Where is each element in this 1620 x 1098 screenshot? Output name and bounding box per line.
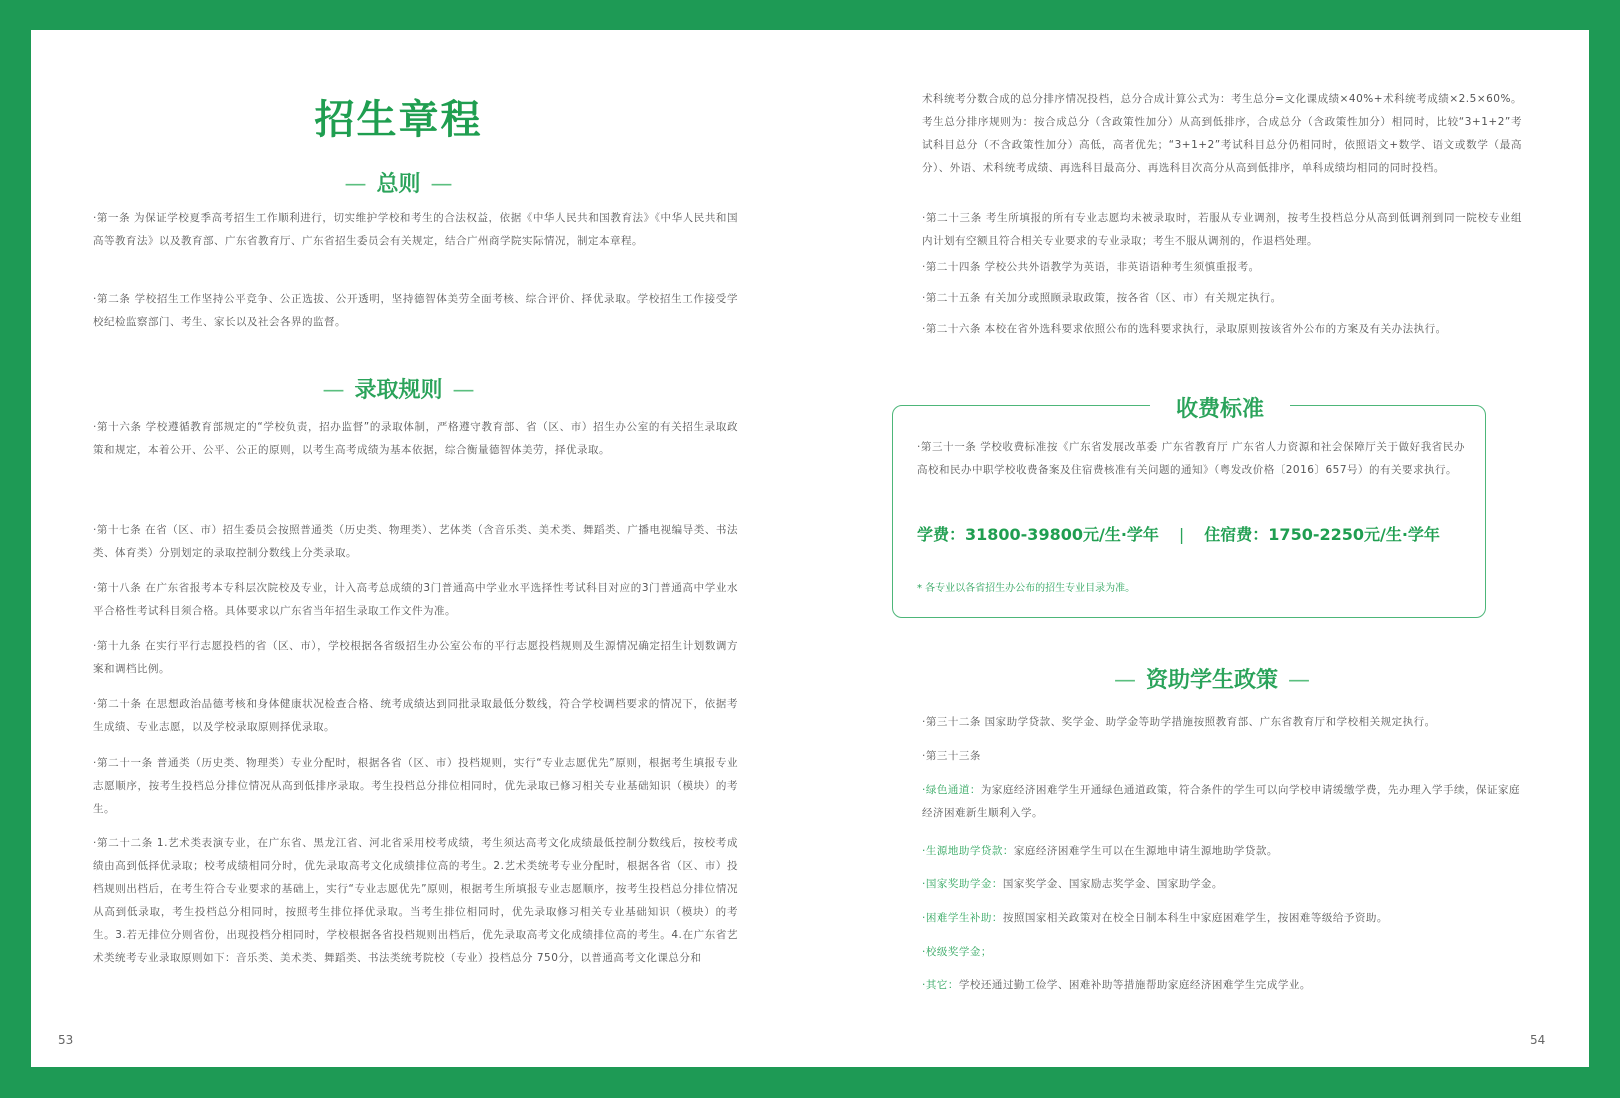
aid-student-loan: ·生源地助学贷款：家庭经济困难学生可以在生源地申请生源地助学贷款。 xyxy=(922,845,1278,857)
article-25: ·第二十五条 有关加分或照顾录取政策，按各省（区、市）有关规定执行。 xyxy=(922,292,1282,304)
section-heading-aid: — 资助学生政策 — xyxy=(1113,668,1310,693)
dorm-fee: 住宿费：1750-2250元/生·学年 xyxy=(1204,525,1440,544)
article-33: ·第三十三条 xyxy=(922,750,981,762)
page-number-right: 54 xyxy=(1530,1033,1546,1047)
aid-hardship-subsidy: ·困难学生补助：按照国家相关政策对在校全日制本科生中家庭困难学生，按困难等级给予资助。 xyxy=(922,912,1388,924)
section-heading-fees: 收费标准 xyxy=(1150,392,1290,423)
article-23: ·第二十三条 考生所填报的所有专业志愿均未被录取时，若服从专业调剂，按考生投档总分从高到低调剂到同一院校专业组内计划有空额且符合相关专业要求的专业录取；考生不服从调剂的，作退档处理。 xyxy=(922,212,1522,247)
article-2: ·第二条 学校招生工作坚持公平竞争、公正选拔、公开透明，坚持德智体美劳全面考核、综合评价、择优录取。学校招生工作接受学校纪检监察部门、考生、家长以及社会各界的监督。 xyxy=(93,293,738,328)
article-32: ·第三十二条 国家助学贷款、奖学金、助学金等助学措施按照教育部、广东省教育厅和学校相关规定执行。 xyxy=(922,716,1436,728)
article-20: ·第二十条 在思想政治品德考核和身体健康状况检查合格、统考成绩达到同批录取最低分数线，符合学校调档要求的情况下，依据考生成绩、专业志愿，以及学校录取原则择优录取。 xyxy=(93,698,738,733)
article-18: ·第十八条 在广东省报考本专科层次院校及专业，计入高考总成绩的3门普通高中学业水平选择性考试科目对应的3门普通高中学业水平合格性考试科目须合格。具体要求以广东省当年招生录取工作文件为准。 xyxy=(93,582,738,617)
section-heading-general: — 总则 — xyxy=(344,172,453,197)
tuition-fee: 学费：31800-39800元/生·学年 xyxy=(917,525,1159,544)
page-number-left: 53 xyxy=(58,1033,74,1047)
aid-green-channel: ·绿色通道：为家庭经济困难学生开通绿色通道政策，符合条件的学生可以向学校申请缓缴学费，先办理入学手续，保证家庭经济困难新生顺利入学。 xyxy=(922,784,1520,819)
aid-national-scholarship: ·国家奖助学金：国家奖学金、国家励志奖学金、国家助学金。 xyxy=(922,878,1223,890)
article-22-continued: 术科统考分数合成的总分排序情况投档，总分合成计算公式为：考生总分=文化课成绩×40%+术科统考成绩×2.5×60%。考生总分排序规则为：按合成总分（含政策性加分）从高到低排序，合成总分（含政策性加分）相同时，比较“3+1+2”考试科目总分（不含政策性加分）高低，高者优先；“3+1+2”考试科目总分仍相同时，依照语文+数学、语文或数学（最高分）、外语、术科统考成绩、再选科目最高分、再选科目次高分从高到低排序，单科成绩均相同的同时投档。 xyxy=(922,93,1522,174)
article-22: ·第二十二条 1.艺术类表演专业，在广东省、黑龙江省、河北省采用校考成绩，考生须达高考文化成绩最低控制分数线后，按校考成绩由高到低择优录取；校考成绩相同分时，优先录取高考文化成绩排位高的考生。2.艺术类统考专业分配时，根据各省（区、市）投档规则出档后，在考生符合专业要求的基础上，实行“专业志愿优先”原则，根据考生所填报专业志愿顺序，按考生投档总分排位情况从高到低录取，考生投档总分相同时，按照考生排位择优录取。当考生排位相同时，优先录取修习相关专业基础知识（模块）的考生。3.若无排位分则省份，出现投档分相同时，学校根据各省投档规则出档后，优先录取高考文化成绩排位高的考生。4.在广东省艺术类统考专业录取原则如下：音乐类、美术类、舞蹈类、书法类统考院校（专业）投档总分 750分，以普通高考文化课总分和 xyxy=(93,837,738,964)
section-heading-admission: — 录取规则 — xyxy=(322,378,475,403)
article-19: ·第十九条 在实行平行志愿投档的省（区、市），学校根据各省级招生办公室公布的平行志愿投档规则及生源情况确定招生计划数调方案和调档比例。 xyxy=(93,640,738,675)
page-title: 招生章程 xyxy=(314,97,483,143)
aid-other: ·其它：学校还通过勤工俭学、困难补助等措施帮助家庭经济困难学生完成学业。 xyxy=(922,979,1311,991)
fee-separator: | xyxy=(1178,525,1185,544)
article-17: ·第十七条 在省（区、市）招生委员会按照普通类（历史类、物理类）、艺体类（含音乐类、美术类、舞蹈类、广播电视编导类、书法类、体育类）分别划定的录取控制分数线上分类录取。 xyxy=(93,524,738,559)
fee-note: * 各专业以各省招生办公布的招生专业目录为准。 xyxy=(917,583,1136,594)
article-21: ·第二十一条 普通类（历史类、物理类）专业分配时，根据各省（区、市）投档规则，实行“专业志愿优先”原则，根据考生填报专业志愿顺序，按考生投档总分排位情况从高到低排序录取。考生投档总分排位相同时，优先录取已修习相关专业基础知识（模块）的考生。 xyxy=(93,757,738,815)
left-page xyxy=(31,30,811,1067)
article-24: ·第二十四条 学校公共外语教学为英语，非英语语种考生须慎重报考。 xyxy=(922,261,1260,273)
article-16: ·第十六条 学校遵循教育部规定的“学校负责，招办监督”的录取体制，严格遵守教育部、省（区、市）招生办公室的有关招生录取政策和规定，本着公开、公平、公正的原则，以考生高考成绩为基本依据，综合衡量德智体美劳，择优录取。 xyxy=(93,421,738,456)
article-26: ·第二十六条 本校在省外选科要求依照公布的选科要求执行，录取原则按该省外公布的方案及有关办法执行。 xyxy=(922,323,1447,335)
article-31: ·第三十一条 学校收费标准按《广东省发展改革委 广东省教育厅 广东省人力资源和社会保障厅关于做好我省民办高校和民办中职学校收费备案及住宿费核准有关问题的通知》（粤发改价格〔2016〕657号）的有关要求执行。 xyxy=(917,441,1465,476)
article-1: ·第一条 为保证学校夏季高考招生工作顺利进行，切实维护学校和考生的合法权益，依据《中华人民共和国教育法》《中华人民共和国高等教育法》以及教育部、广东省教育厅、广东省招生委员会有关规定，结合广州商学院实际情况，制定本章程。 xyxy=(93,212,738,247)
fee-amounts xyxy=(917,522,1477,545)
aid-school-scholarship: ·校级奖学金； xyxy=(922,946,992,958)
